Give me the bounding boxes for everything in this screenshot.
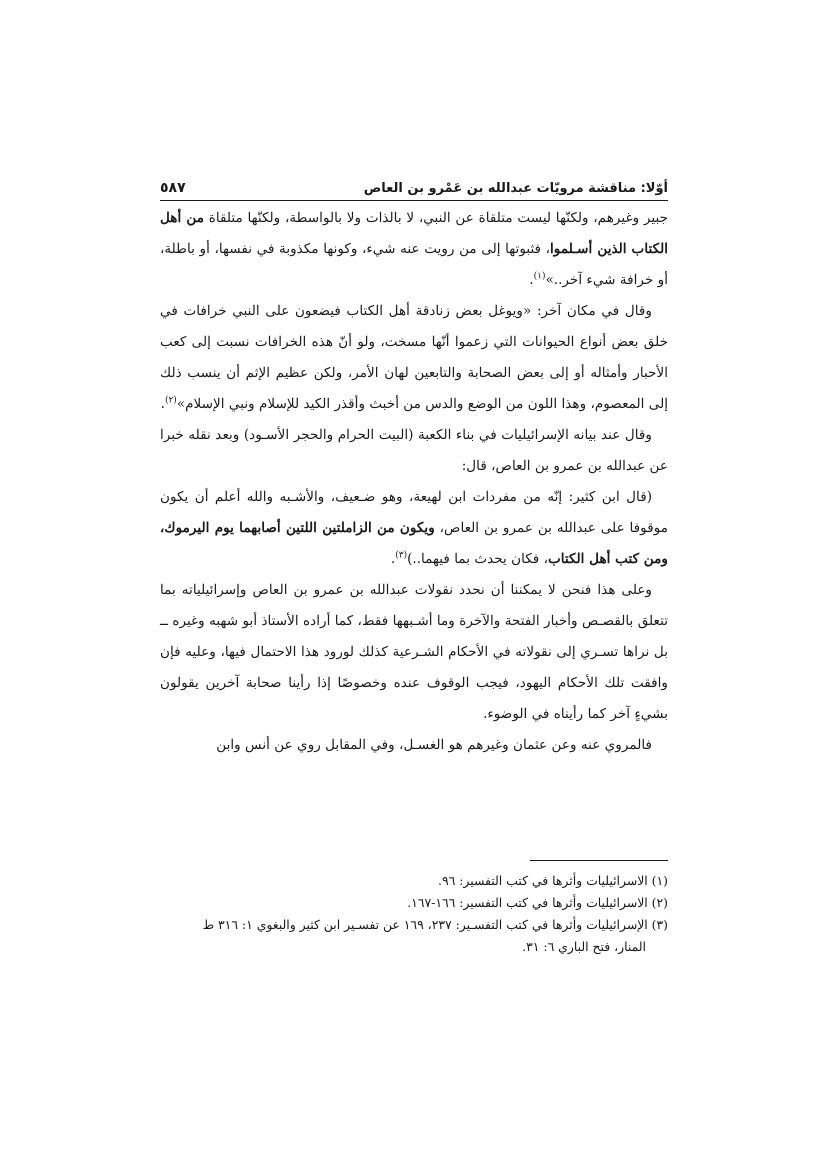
running-header — [160, 180, 668, 201]
paragraph: وقال عند بيانه الإسرائيليات في بناء الكعبة (البيت الحرام والحجر الأسـود) وبعد نقله خبرا عن عبدالله بن عمرو بن العاص، قال: — [160, 427, 668, 474]
body-text — [160, 203, 668, 761]
paragraph: وعلى هذا فنحن لا يمكننا أن نحدد نقولات عبدالله بن عمرو بن العاص وإسرائيلياته بما تتعلق بالقصـص وأخبار الفتحة والآخرة وما أشـبهها فقط، كما أراده الأستاذ أبو شهبه وغيره ــ بل نراها تسـري إلى نقولاته في الأحكام الشـرعية كذلك لورود هذا الاحتمال فيها، وعليه فإن وافقت تلك الأحكام اليهود، فيجب الوقوف عنده وخصوصًا إذا رأينا صحابة آخرين يقولون بشيءٍ آخر كما رأيناه في الوضوء. — [160, 582, 668, 722]
footnote: (١) الاسرائيليات وأثرها في كتب التفسير: ٩٦. — [438, 873, 668, 888]
footnote-divider — [530, 860, 668, 861]
paragraph: جبير وغيرهم، ولكنّها ليست متلقاة عن النبي، لا بالذات ولا بالواسطة، ولكنّها متلقاة من أهل الكتاب الذين أسـلموا، فثبوتها إلى من رويت عنه شيء، وكونها مكذوبة في نفسها، أو باطلة، أو خرافة شيء آخر..»$^{(١)}$. — [160, 210, 668, 288]
footnote-ref[interactable]: (٣) — [395, 550, 408, 561]
paragraph: وقال في مكان آخر: «ويوغل بعض زنادقة أهل الكتاب فيضعون على النبي خرافات في خلق بعض أنواع الحيوانات التي زعموا أنّها مسخت، ولو أنّ هذه الخرافات نسبت إلى كعب الأحبار وأمثاله أو إلى بعض الصحابة والتابعين لهان الأمر، ولكن عظيم الإثم أن ينسب ذلك إلى المعصوم، وهذا اللون من الوضع والدس من أخبث وأقذر الكيد للإسلام ونبي الإسلام»$^{(٢)}$. — [160, 303, 668, 412]
footnote-ref[interactable]: (١) — [533, 271, 546, 282]
header-title: أوّلا: مناقشة مرويّات عبدالله بن عَمْرو بن العاص — [363, 181, 668, 196]
paragraph: فالمروي عنه وعن عثمان وغيرهم هو الغسـل، وفي المقابل روي عن أنس وابن — [216, 737, 652, 753]
bold-phrase: ويكون من الزاملتين اللتين أصابهما يوم اليرموك، ومن كتب أهل الكتاب — [160, 520, 668, 567]
footnote: (٣) الإسرائيليات وأثرها في كتب التفسـير: ٢٣٧، ١٦٩ عن تفسـير ابن كثير والبغوي ١: ٣١٦ ط المنار، فتح الباري ٦: ٣١. — [202, 917, 668, 954]
footnote-ref[interactable]: (٢) — [164, 395, 177, 406]
page-number: ٥٨٧ — [160, 180, 186, 196]
paragraph: (قال ابن كثير: إنّه من مفردات ابن لهيعة، وهو ضـعيف، والأشـبه والله أعلم أن يكون موقوفا على عبدالله بن عمرو بن العاص، ويكون من الزاملتين اللتين أصابهما يوم اليرموك، ومن كتب أهل الكتاب، فكان يحدث بما فيهما..)$^{(٣)}$. — [160, 489, 668, 567]
footnote: (٢) الاسرائيليات وأثرها في كتب التفسير: ١٦٦-١٦٧. — [407, 895, 668, 910]
bold-phrase: من أهل الكتاب الذين أسـلموا — [160, 210, 668, 257]
page — [160, 180, 668, 954]
footnotes — [160, 870, 668, 958]
